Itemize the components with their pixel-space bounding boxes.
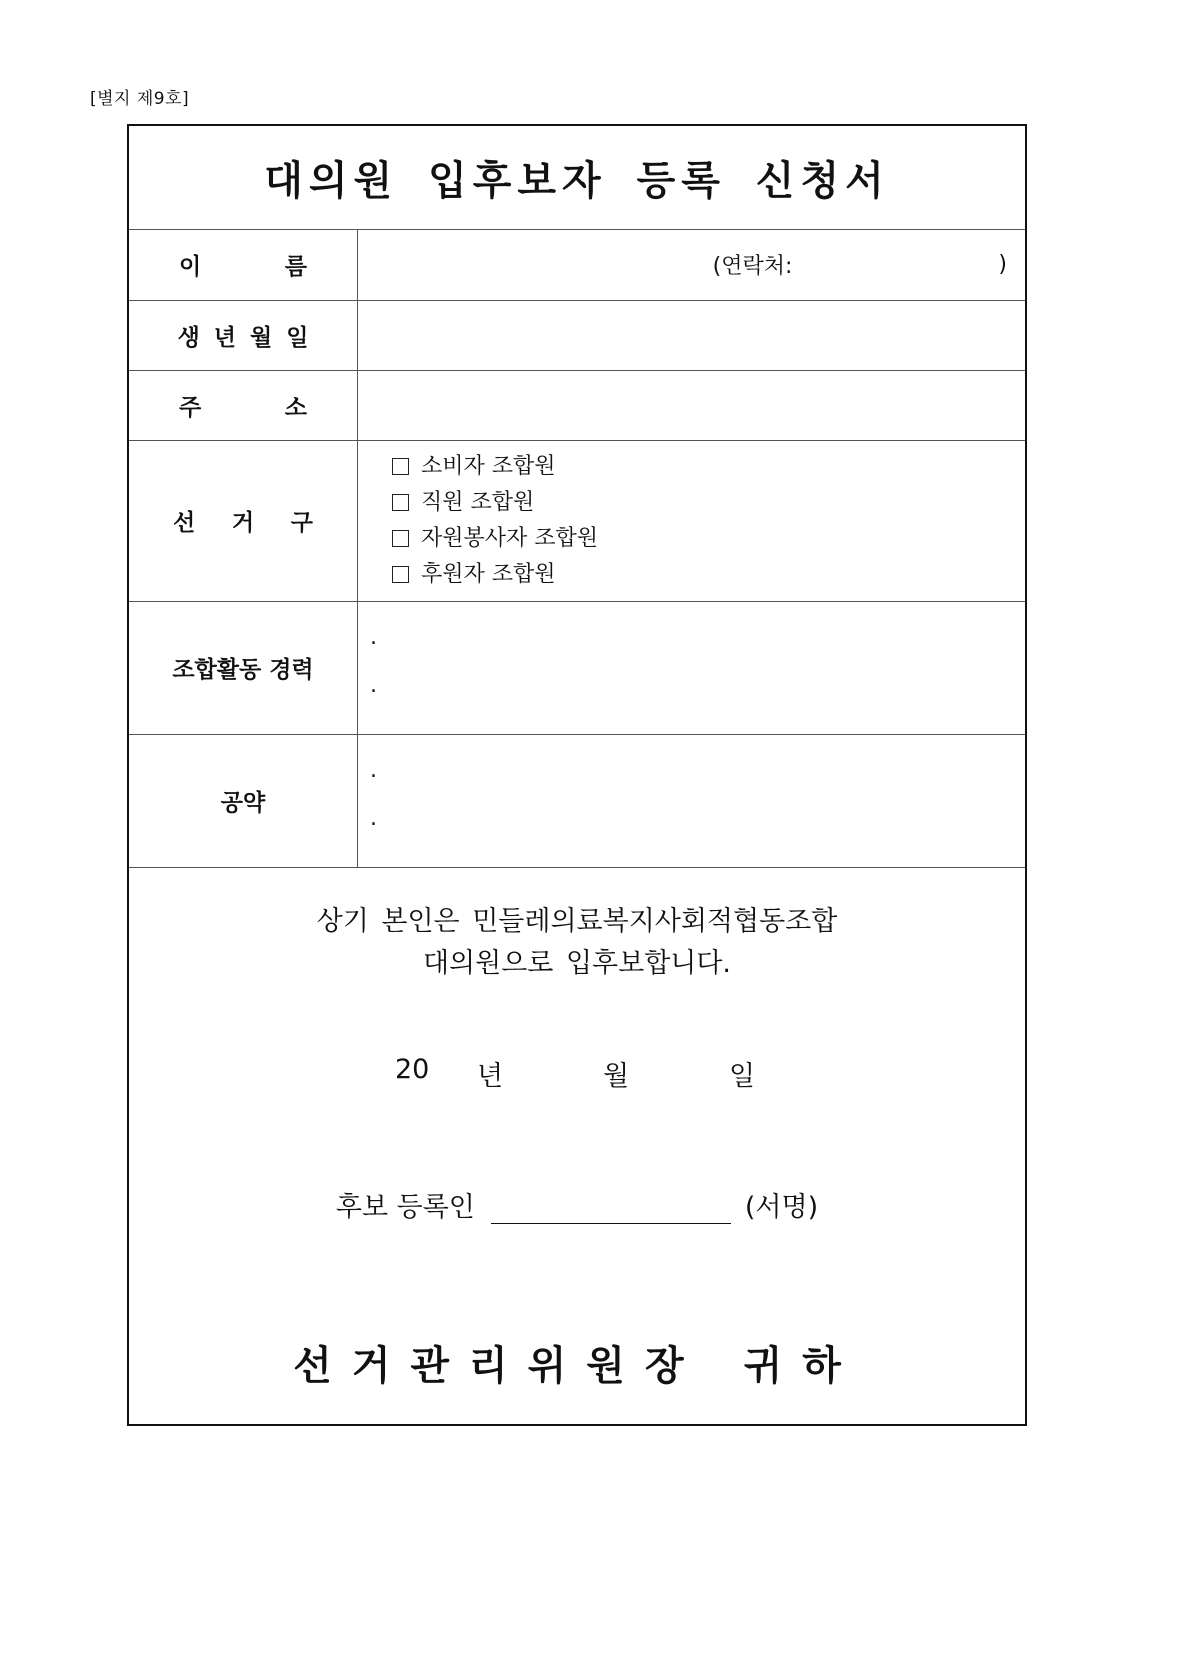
district-option-label: 후원자 조합원 <box>421 561 556 587</box>
address-field[interactable] <box>358 370 1026 440</box>
addressee-honorific: 귀하 <box>743 1342 861 1389</box>
address-label-right: 소 <box>284 394 307 421</box>
name-label <box>129 230 358 300</box>
career-entry-field[interactable] <box>387 629 1025 659</box>
addressee <box>129 1334 1025 1391</box>
district-options-cell <box>358 440 1026 601</box>
district-label <box>129 440 358 601</box>
birthdate-input-area[interactable] <box>358 305 1025 365</box>
date-month-unit: 월 <box>603 1060 630 1092</box>
contact-field[interactable] <box>798 252 998 278</box>
declaration-section <box>129 868 1025 1425</box>
row-career <box>129 601 1025 734</box>
birthdate-field[interactable] <box>358 300 1026 370</box>
declaration-text <box>129 901 1025 985</box>
pledge-field[interactable] <box>358 734 1026 867</box>
checkbox-icon[interactable] <box>392 494 409 511</box>
name-field[interactable] <box>358 230 1026 300</box>
date-day-unit: 일 <box>729 1060 756 1092</box>
district-label-char: 구 <box>290 510 313 536</box>
addressee-title: 선거관리위원장 <box>293 1342 704 1389</box>
name-label-right: 름 <box>284 254 307 281</box>
attachment-label: [별지 제9호] <box>90 89 190 109</box>
district-label-char: 선 <box>173 510 196 536</box>
address-label <box>129 370 358 440</box>
checkbox-icon[interactable] <box>392 530 409 547</box>
birthdate-label-char: 생 <box>177 324 200 351</box>
pledge-label: 공약 <box>129 734 358 867</box>
contact-label: (연락처: <box>712 254 793 280</box>
row-name <box>129 230 1025 300</box>
career-field[interactable] <box>358 601 1026 734</box>
signature-line <box>129 1185 1025 1224</box>
declaration-line: 상기 본인은 민들레의료복지사회적협동조합 <box>316 905 838 937</box>
date-year[interactable]: 20 <box>395 1053 430 1085</box>
district-option[interactable] <box>392 449 1025 485</box>
checkbox-icon[interactable] <box>392 458 409 475</box>
career-entry[interactable] <box>370 668 1025 716</box>
signature-field[interactable] <box>491 1193 731 1224</box>
district-options <box>358 441 1025 601</box>
district-option-label: 직원 조합원 <box>421 489 535 515</box>
career-label: 조합활동 경력 <box>129 601 358 734</box>
row-district <box>129 440 1025 601</box>
bullet-dot: . <box>370 624 377 650</box>
district-option-label: 자원봉사자 조합원 <box>421 525 599 551</box>
career-entry[interactable] <box>370 620 1025 668</box>
name-label-left: 이 <box>179 254 202 281</box>
signature-suffix: (서명) <box>744 1191 819 1223</box>
birthdate-label-char: 일 <box>286 324 309 351</box>
bullet-dot: . <box>370 672 377 698</box>
district-label-char: 거 <box>231 510 255 536</box>
row-pledge <box>129 734 1025 867</box>
address-label-left: 주 <box>179 394 202 421</box>
signature-label: 후보 등록인 <box>335 1191 475 1223</box>
contact-close-paren: ) <box>998 252 1007 278</box>
bullet-dot: . <box>370 805 377 831</box>
row-address <box>129 370 1025 440</box>
district-option[interactable] <box>392 521 1025 557</box>
checkbox-icon[interactable] <box>392 566 409 583</box>
form-title: 대의원 입후보자 등록 신청서 <box>129 126 1025 230</box>
birthdate-label-char: 년 <box>213 324 236 351</box>
row-birthdate <box>129 300 1025 370</box>
birthdate-label-char: 월 <box>250 324 273 351</box>
career-entry-field[interactable] <box>387 677 1025 707</box>
pledge-entry[interactable] <box>370 801 1025 849</box>
application-form <box>127 124 1027 1426</box>
pledge-entries <box>358 735 1025 867</box>
date-year-unit: 년 <box>477 1060 504 1092</box>
district-option[interactable] <box>392 557 1025 593</box>
pledge-entry[interactable] <box>370 753 1025 801</box>
date-line <box>129 1054 1025 1093</box>
pledge-entry-field[interactable] <box>387 810 1025 840</box>
pledge-entry-field[interactable] <box>387 762 1025 792</box>
birthdate-label <box>129 300 358 370</box>
form-fields-table <box>129 230 1025 868</box>
district-option[interactable] <box>392 485 1025 521</box>
bullet-dot: . <box>370 757 377 783</box>
address-input-area[interactable] <box>358 375 1025 435</box>
declaration-line: 대의원으로 입후보합니다. <box>422 947 732 979</box>
district-option-label: 소비자 조합원 <box>421 453 556 479</box>
career-entries <box>358 602 1025 734</box>
